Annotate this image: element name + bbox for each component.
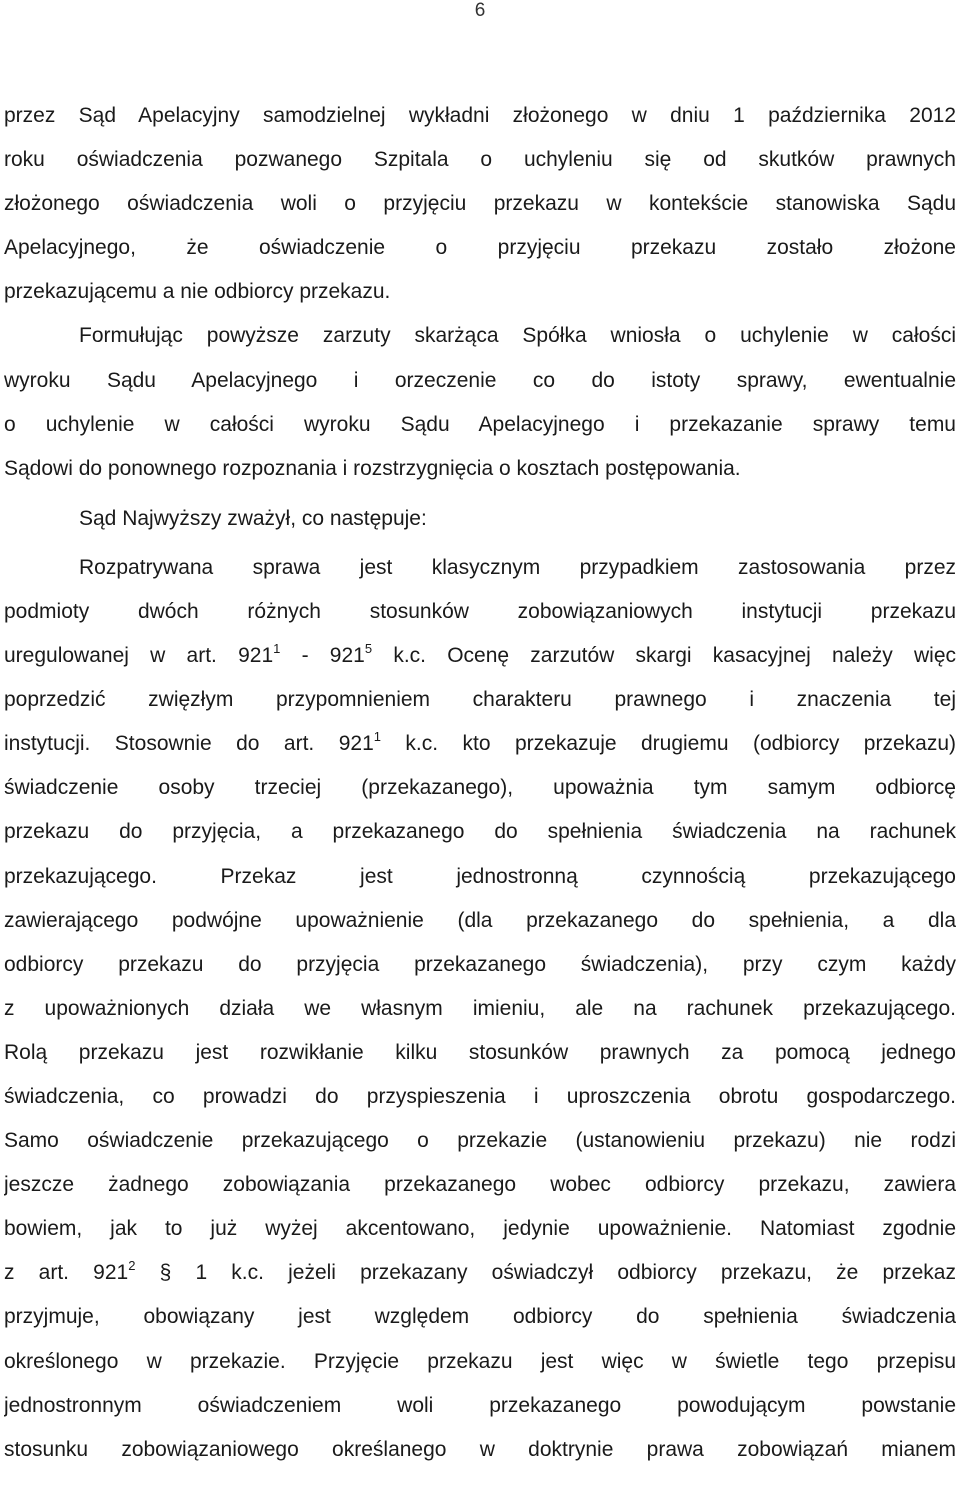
- text-line: poprzedzić zwięzłym przypomnieniem charakteru prawnego i znaczenia tej: [4, 688, 956, 712]
- text-line: przez Sąd Apelacyjny samodzielnej wykładni złożonego w dniu 1 października 2012: [4, 104, 956, 127]
- text-line: świadczenie osoby trzeciej (przekazanego), upoważnia tym samym odbiorcę: [4, 776, 956, 800]
- text-line: stosunku zobowiązaniowego określanego w doktrynie prawa zobowiązań mianem: [4, 1437, 956, 1461]
- text-run: k.c. kto przekazuje drugiemu (odbiorcy przekazu): [380, 732, 956, 756]
- text-line: złożonego oświadczenia woli o przyjęciu przekazu w kontekście stanowiska Sądu: [4, 192, 956, 216]
- text-run: instytucji. Stosownie do art. 921: [4, 732, 374, 756]
- paragraph-2: [4, 314, 956, 490]
- text-line: Rolą przekazu jest rozwikłanie kilku stosunków prawnych za pomocą jednego: [4, 1040, 956, 1064]
- superscript: 5: [364, 641, 373, 657]
- text-line: przekazującego. Przekaz jest jednostronną czynnością przekazującego: [4, 864, 956, 888]
- text-run: § 1 k.c. jeżeli przekazany oświadczył odbiorcy przekazu, że przekaz: [135, 1261, 956, 1285]
- text-run: z art. 921: [4, 1261, 129, 1285]
- text-line: określonego w przekazie. Przyjęcie przekazu jest więc w świetle tego przepisu: [4, 1349, 956, 1373]
- text-line: [4, 722, 956, 766]
- text-line: podmioty dwóch różnych stosunków zobowiązaniowych instytucji przekazu: [4, 599, 956, 623]
- superscript: 2: [128, 1258, 136, 1274]
- text-line: [4, 634, 956, 678]
- text-line: bowiem, jak to już wyżej akcentowano, jedynie upoważnienie. Natomiast zgodnie: [4, 1217, 956, 1241]
- superscript: 1: [373, 729, 381, 745]
- text-line: wyroku Sądu Apelacyjnego i orzeczenie co do istoty sprawy, ewentualnie: [4, 368, 956, 392]
- text-line: z upoważnionych działa we własnym imieniu, ale na rachunek przekazującego.: [4, 996, 956, 1020]
- section-heading: Sąd Najwyższy zważył, co następuje:: [79, 506, 427, 530]
- paragraph-1: [4, 94, 956, 314]
- page-number: 6: [474, 0, 486, 21]
- text-line: o uchylenie w całości wyroku Sądu Apelacyjnego i przekazanie sprawy temu: [4, 412, 956, 436]
- text-line: świadczenia, co prowadzi do przyspieszenia i uproszczenia obrotu gospodarczego.: [4, 1084, 956, 1108]
- text-line: jeszcze żadnego zobowiązania przekazanego wobec odbiorcy przekazu, zawiera: [4, 1173, 956, 1197]
- superscript: 1: [273, 641, 281, 657]
- text-line: Samo oświadczenie przekazującego o przekazie (ustanowieniu przekazu) nie rodzi: [4, 1129, 956, 1153]
- text-run: uregulowanej w art. 921: [4, 644, 274, 668]
- text-line: Sądowi do ponownego rozpoznania i rozstrzygnięcia o kosztach postępowania.: [4, 456, 741, 480]
- text-line: przyjmuje, obowiązany jest względem odbiorcy do spełnienia świadczenia: [4, 1305, 956, 1329]
- document-body: [4, 94, 956, 1472]
- text-line: odbiorcy przekazu do przyjęcia przekazanego świadczenia), przy czym każdy: [4, 952, 956, 976]
- text-line: jednostronnym oświadczeniem woli przekazanego powodującym powstanie: [4, 1393, 956, 1417]
- paragraph-3: [4, 546, 956, 1472]
- text-run: - 921: [280, 644, 365, 668]
- text-line: Rozpatrywana sprawa jest klasycznym przypadkiem zastosowania przez: [79, 555, 956, 579]
- text-run: k.c. Ocenę zarzutów skargi kasacyjnej należy więc: [372, 644, 956, 668]
- text-line: Apelacyjnego, że oświadczenie o przyjęciu przekazu zostało złożone: [4, 236, 956, 260]
- text-line: przekazu do przyjęcia, a przekazanego do spełnienia świadczenia na rachunek: [4, 820, 956, 844]
- text-line: [4, 1251, 956, 1295]
- text-line: zawierającego podwójne upoważnienie (dla przekazanego do spełnienia, a dla: [4, 908, 956, 932]
- text-line: roku oświadczenia pozwanego Szpitala o uchyleniu się od skutków prawnych: [4, 148, 956, 172]
- text-line: przekazującemu a nie odbiorcy przekazu.: [4, 280, 391, 304]
- text-line: Formułując powyższe zarzuty skarżąca Spółka wniosła o uchylenie w całości: [79, 324, 956, 348]
